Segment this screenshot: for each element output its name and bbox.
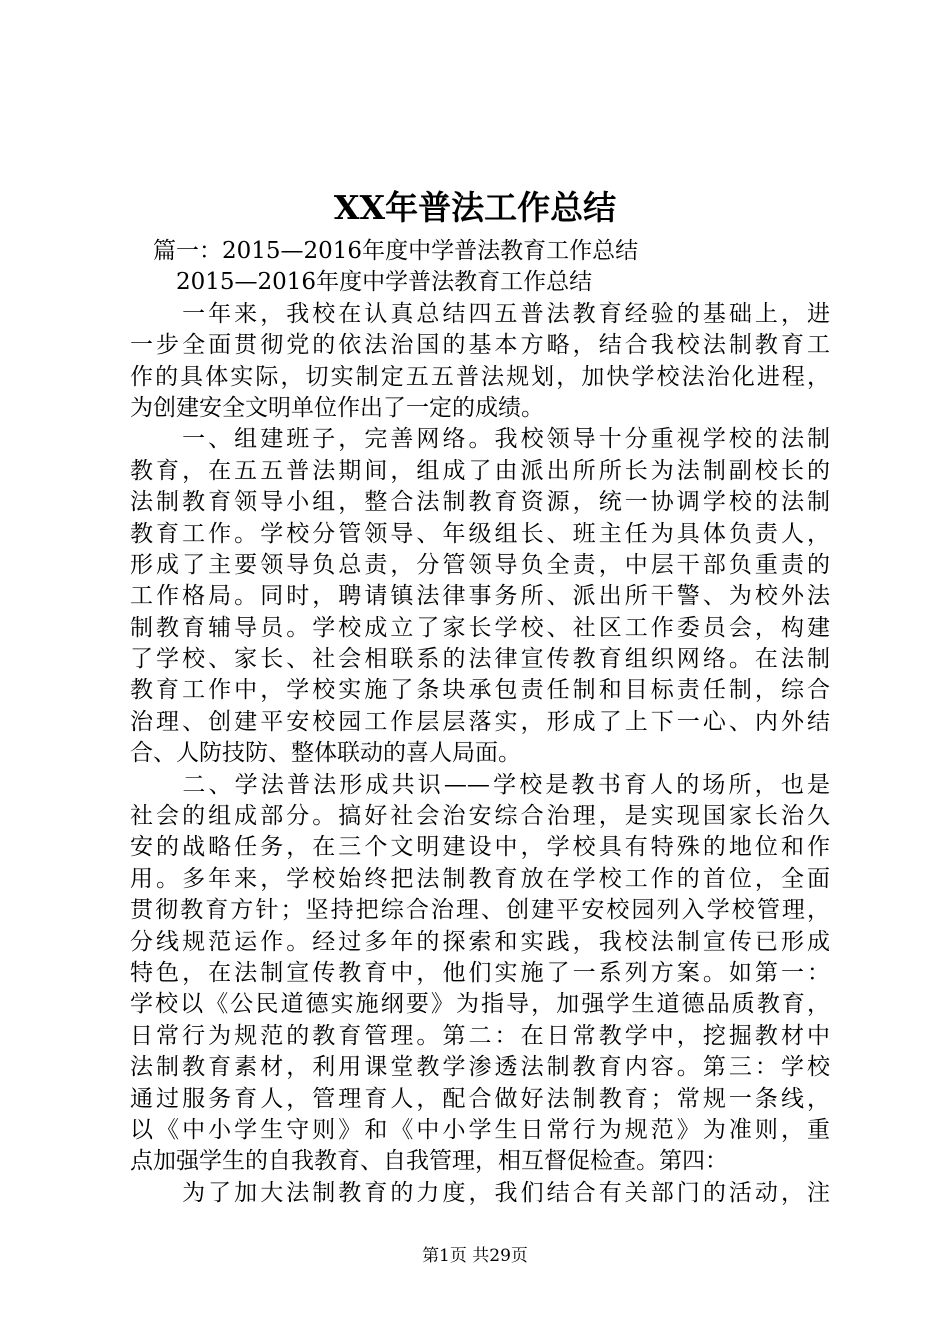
body-line: 治理、创建平安校园工作层层落实，形成了上下一心、内外结 xyxy=(130,708,830,735)
body-line: 社会的组成部分。搞好社会治安综合治理，是实现国家长治久 xyxy=(130,803,830,830)
body-line: 工作格局。同时，聘请镇法律事务所、派出所干警、为校外法 xyxy=(130,583,830,610)
body-line: 为创建安全文明单位作出了一定的成绩。 xyxy=(130,394,544,421)
body-line: 用。多年来，学校始终把法制教育放在学校工作的首位，全面 xyxy=(130,865,830,892)
body-line: 教育工作中，学校实施了条块承包责任制和目标责任制，综合 xyxy=(130,677,830,704)
body-line: 法制教育领导小组，整合法制教育资源，统一协调学校的法制 xyxy=(130,489,830,516)
body-line: 为了加大法制教育的力度，我们结合有关部门的活动，注 xyxy=(130,1179,830,1206)
body-line: 法制教育素材，利用课堂教学渗透法制教育内容。第三：学校 xyxy=(130,1054,830,1081)
body-line: 一、组建班子，完善网络。我校领导十分重视学校的法制 xyxy=(130,426,830,453)
body-line: 形成了主要领导负总责，分管领导负全责，中层干部负重责的 xyxy=(130,551,830,578)
document-body xyxy=(130,236,830,1209)
body-line: 特色，在法制宣传教育中，他们实施了一系列方案。如第一： xyxy=(130,959,830,986)
body-line: 安的战略任务，在三个文明建设中，学校具有特殊的地位和作 xyxy=(130,834,830,861)
document-title: XX年普法工作总结 xyxy=(333,188,617,227)
body-line: 一年来，我校在认真总结四五普法教育经验的基础上，进 xyxy=(130,300,830,327)
body-line: 制教育辅导员。学校成立了家长学校、社区工作委员会，构建 xyxy=(130,614,830,641)
body-line: 学校以《公民道德实施纲要》为指导，加强学生道德品质教育， xyxy=(130,991,830,1018)
body-line: 一步全面贯彻党的依法治国的基本方略，结合我校法制教育工 xyxy=(130,332,830,359)
body-line: 日常行为规范的教育管理。第二：在日常教学中，挖掘教材中 xyxy=(130,1022,830,1049)
body-line: 贯彻教育方针；坚持把综合治理、创建平安校园列入学校管理， xyxy=(130,897,830,924)
body-line: 通过服务育人，管理育人，配合做好法制教育；常规一条线， xyxy=(130,1085,830,1112)
body-line: 2015—2016年度中学普法教育工作总结 xyxy=(130,269,593,296)
body-line: 二、学法普法形成共识——学校是教书育人的场所，也是 xyxy=(130,771,830,798)
body-line: 作的具体实际，切实制定五五普法规划，加快学校法治化进程， xyxy=(130,363,830,390)
page-footer: 第1页 共29页 xyxy=(422,1246,528,1266)
body-line: 点加强学生的自我教育、自我管理，相互督促检查。第四： xyxy=(130,1148,728,1175)
body-line: 教育工作。学校分管领导、年级组长、班主任为具体负责人， xyxy=(130,520,830,547)
body-line: 以《中小学生守则》和《中小学生日常行为规范》为准则，重 xyxy=(130,1116,830,1143)
body-line: 了学校、家长、社会相联系的法律宣传教育组织网络。在法制 xyxy=(130,646,830,673)
body-line: 教育，在五五普法期间，组成了由派出所所长为法制副校长的 xyxy=(130,457,830,484)
body-line: 合、人防技防、整体联动的喜人局面。 xyxy=(130,740,521,767)
body-line: 篇一：2015—2016年度中学普法教育工作总结 xyxy=(130,238,639,264)
body-line: 分线规范运作。经过多年的探索和实践，我校法制宣传已形成 xyxy=(130,928,830,955)
